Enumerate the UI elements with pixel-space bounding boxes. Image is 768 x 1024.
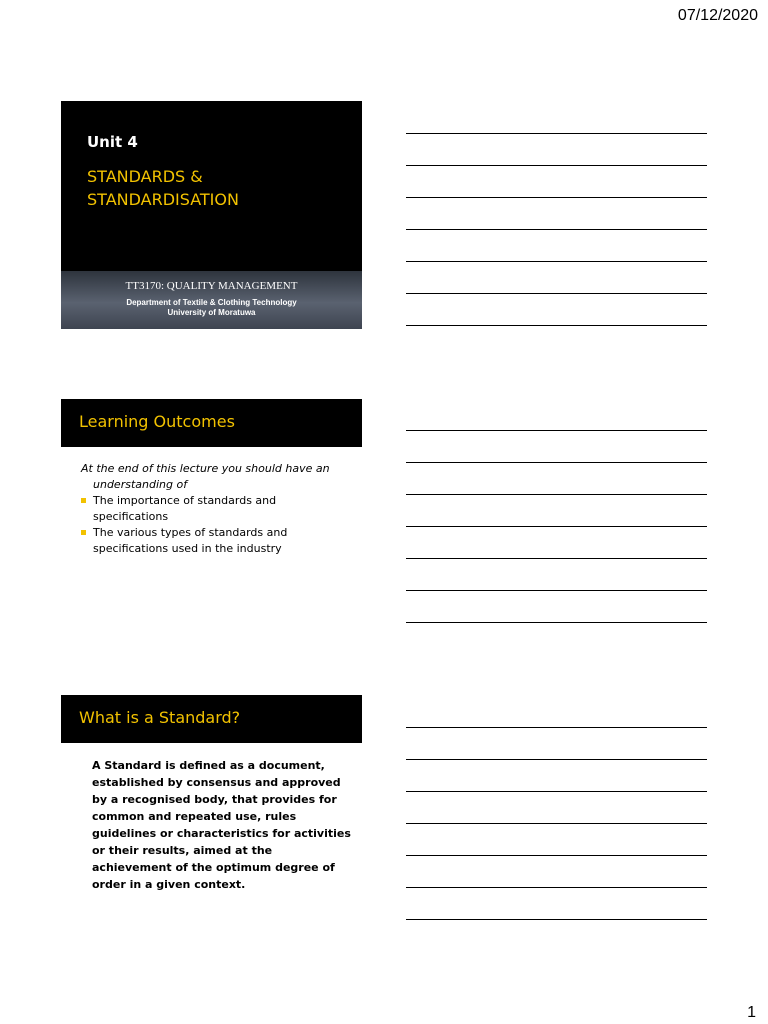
slide-heading: What is a Standard? [79,708,241,727]
slide-title [61,101,362,329]
note-line [406,494,707,495]
university-name: University of Moratuwa [167,308,256,317]
note-line [406,462,707,463]
note-line [406,293,707,294]
note-line [406,325,707,326]
intro-text: At the end of this lecture you should have an understanding of [81,462,330,491]
bullet-text: The importance of standards and specifications [93,494,277,523]
bullet-square-icon [81,498,86,503]
note-line [406,526,707,527]
note-line [406,887,707,888]
note-line [406,590,707,591]
note-line [406,855,707,856]
title-line-2: STANDARDISATION [87,190,239,209]
bullet-text: The various types of standards and specifications used in the industry [93,526,288,555]
definition-text: A Standard is defined as a document, established by consensus and approved by a recognised body, that provides for common and repeated use, rules guidelines or characteristics for activities or their results, aimed at the achievement of the optimum degree of order in a given context. [92,759,351,891]
page-date: 07/12/2020 [677,7,758,24]
slide-heading: Learning Outcomes [79,412,235,431]
unit-label: Unit 4 [87,133,138,151]
course-band [61,271,362,329]
page-number: 1 [747,1004,756,1021]
slide-header [61,695,362,743]
note-line [406,919,707,920]
slide-title-text [87,165,239,211]
note-line [406,229,707,230]
note-line [406,727,707,728]
note-line [406,823,707,824]
bullet-square-icon [81,530,86,535]
note-line [406,197,707,198]
note-line [406,558,707,559]
department-name: Department of Textile & Clothing Technology [126,298,297,307]
note-line [406,791,707,792]
department-block [61,298,362,318]
slide-learning-outcomes [61,399,362,627]
note-line [406,165,707,166]
slide-what-is-standard [61,695,362,923]
slide-header [61,399,362,447]
note-line [406,759,707,760]
title-line-1: STANDARDS & [87,167,203,186]
note-line [406,133,707,134]
bullet-item [81,493,351,525]
slide-body [81,461,351,557]
note-line [406,430,707,431]
bullet-item [81,525,351,557]
note-line [406,622,707,623]
course-name: TT3170: QUALITY MANAGEMENT [125,280,298,292]
note-line [406,261,707,262]
